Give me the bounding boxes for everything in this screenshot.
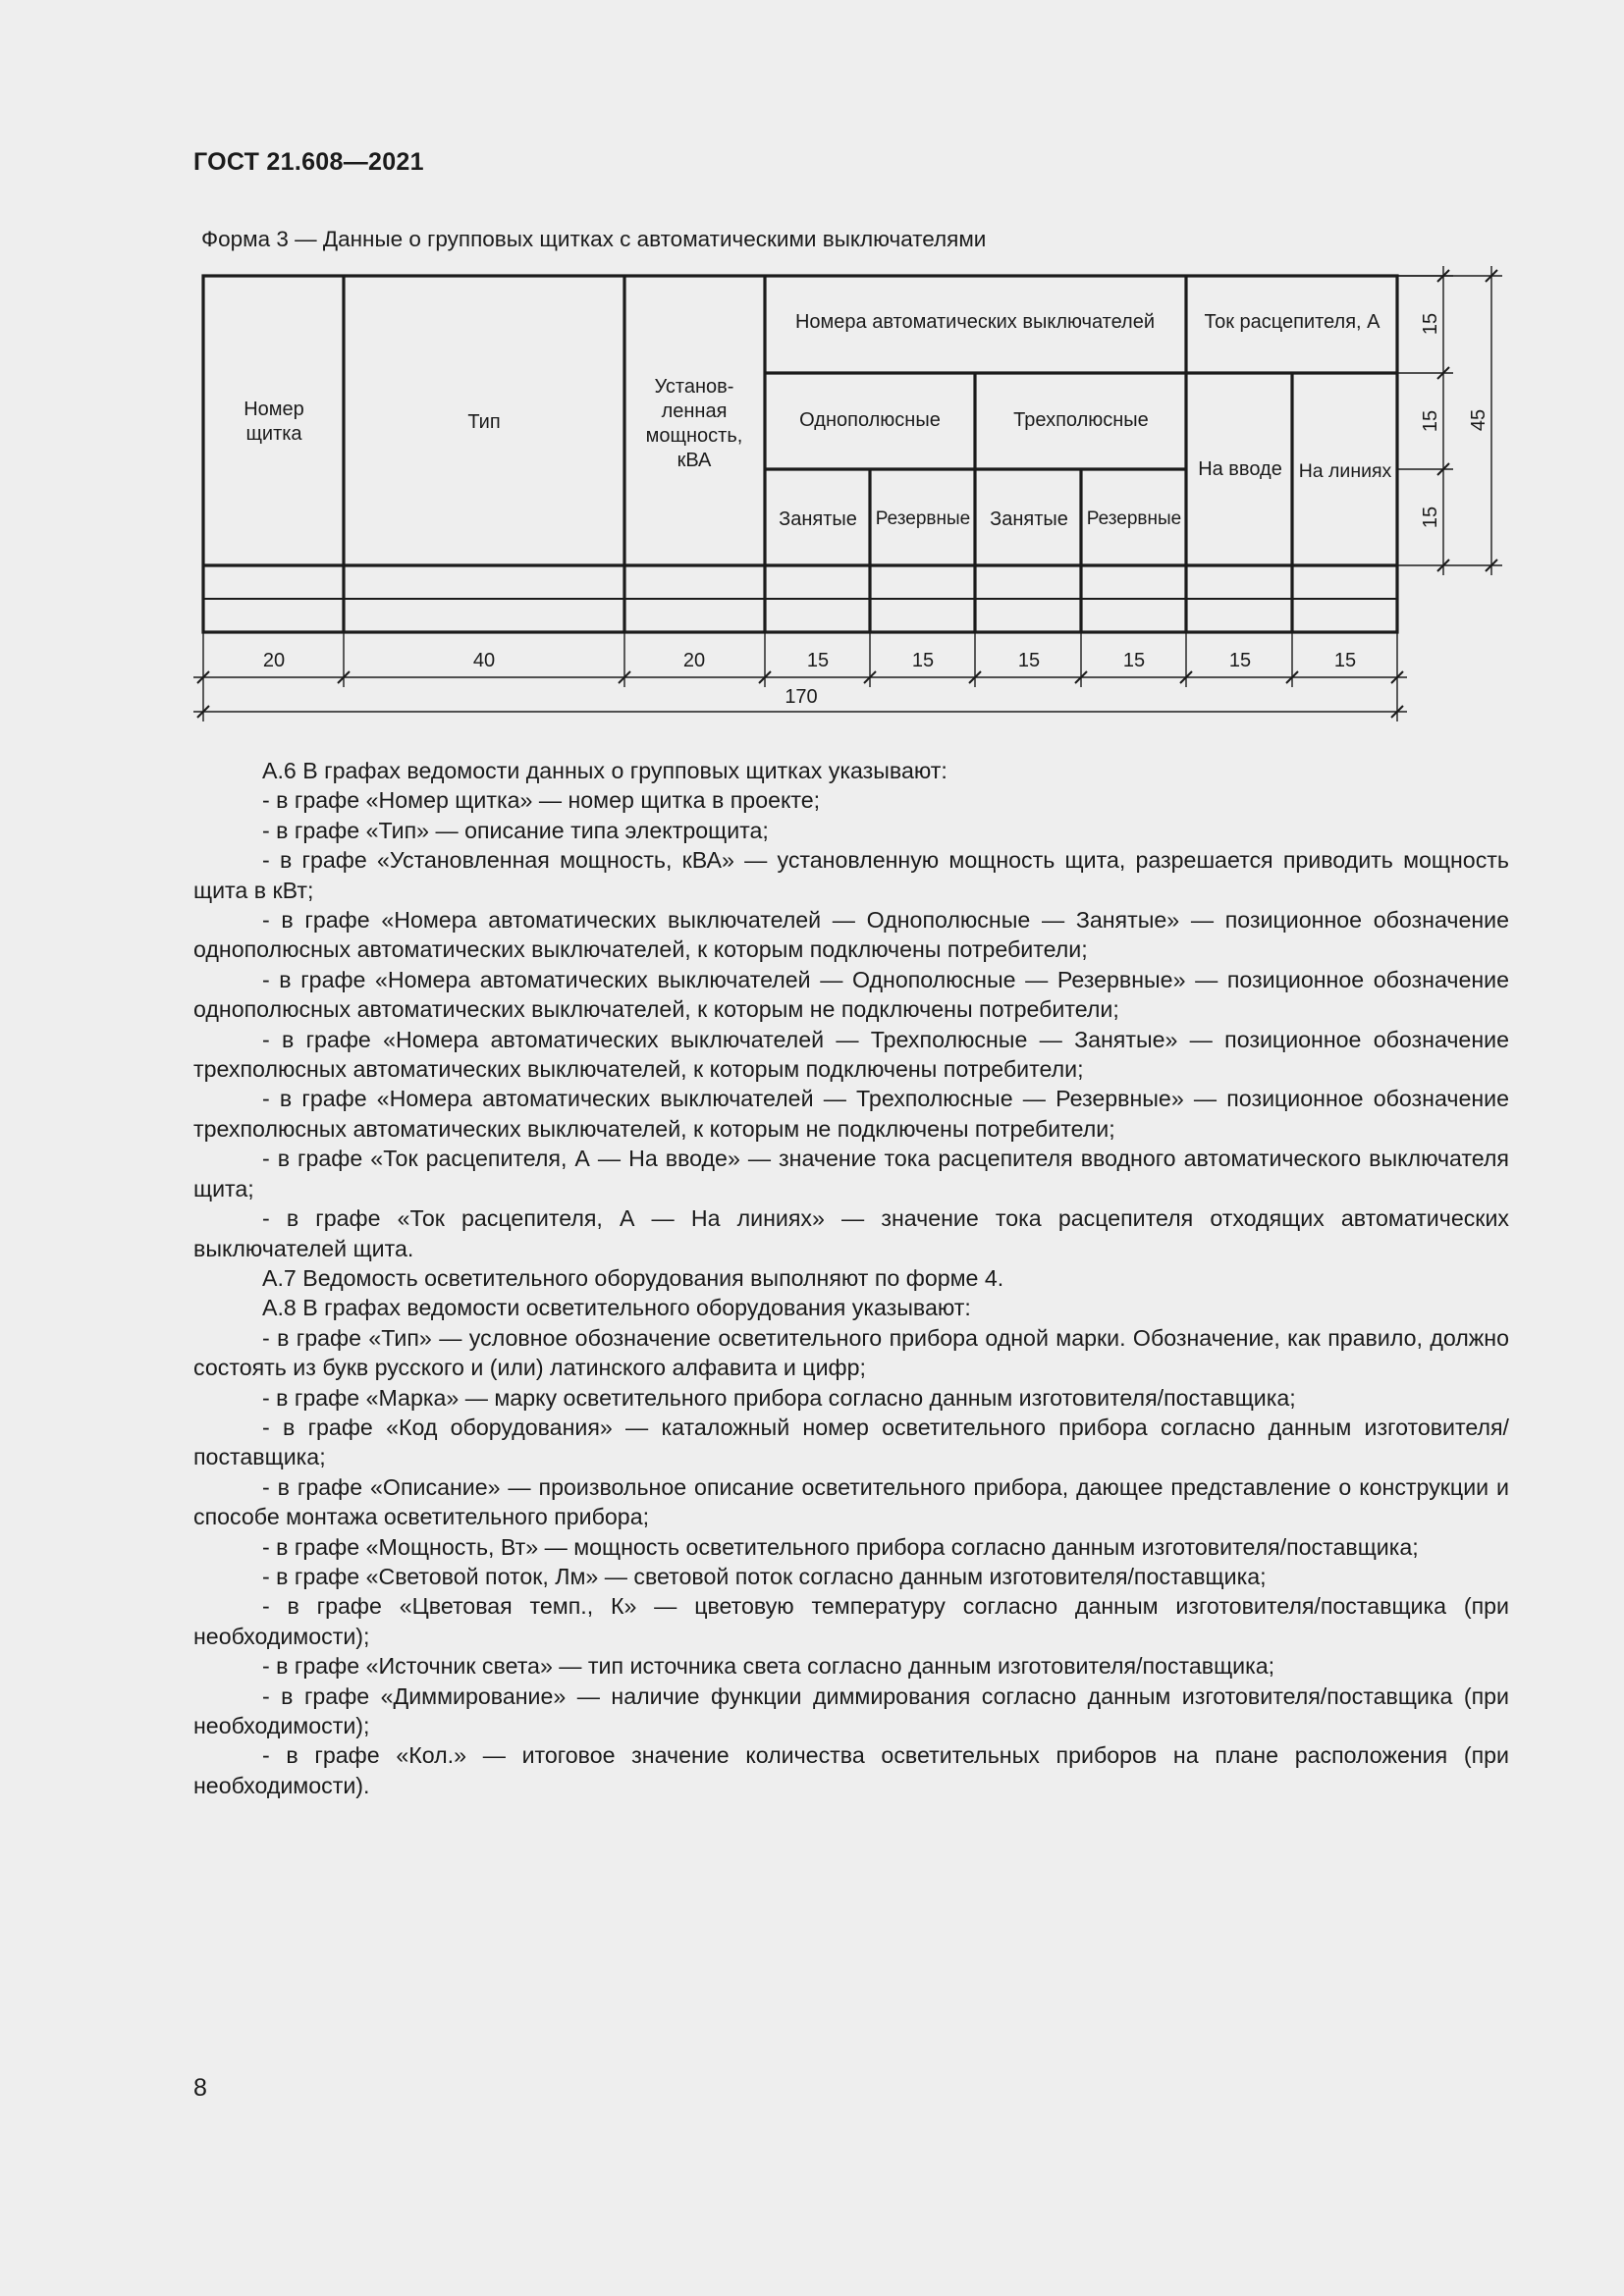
paragraph: - в графе «Код оборудования» — каталожный номер осветительного прибора согласно данным изготовителя/поставщика; bbox=[193, 1414, 1509, 1470]
document-header: ГОСТ 21.608—2021 bbox=[193, 148, 424, 176]
col-power-line2: ленная bbox=[661, 400, 728, 422]
form-title: Форма 3 — Данные о групповых щитках с автоматическими выключателями bbox=[201, 227, 987, 251]
width-label-1: 20 bbox=[262, 650, 286, 671]
paragraph: - в графе «Световой поток, Лм» — световой поток согласно данным изготовителя/поставщика; bbox=[262, 1563, 1267, 1589]
width-label-2: 40 bbox=[472, 650, 496, 671]
width-label-4: 15 bbox=[806, 650, 830, 671]
paragraph: - в графе «Номера автоматических выключателей — Трехполюсные — Резервные» — позиционное обозначение трехполюсных автоматических выключателей, к которым не подключены потребители; bbox=[193, 1086, 1509, 1142]
form-table-drawing bbox=[0, 0, 1624, 746]
width-label-6: 15 bbox=[1017, 650, 1041, 671]
col-on-lines: На линиях bbox=[1298, 460, 1392, 482]
total-width-label: 170 bbox=[785, 686, 818, 708]
height-label-1: 15 bbox=[1420, 312, 1441, 336]
paragraph: - в графе «Номера автоматических выключателей — Однополюсные — Резервные» — позиционное обозначение однополюсных автоматических выключателей, к которым не подключены потребители; bbox=[193, 966, 1509, 1023]
paragraph: - в графе «Кол.» — итоговое значение количества осветительных приборов на плане расположения (при необходимости). bbox=[193, 1742, 1509, 1798]
col-power-line4: кВА bbox=[677, 450, 712, 471]
paragraph: - в графе «Описание» — произвольное описание осветительного прибора, дающее представление о конструкции и способе монтажа осветительного прибора; bbox=[193, 1473, 1509, 1530]
paragraph: - в графе «Источник света» — тип источника света согласно данным изготовителя/поставщика; bbox=[262, 1653, 1275, 1680]
paragraph: - в графе «Номер щитка» — номер щитка в проекте; bbox=[262, 787, 821, 814]
paragraph: - в графе «Номера автоматических выключателей — Однополюсные — Занятые» — позиционное обозначение однополюсных автоматических выключателей, к которым подключены потребители; bbox=[193, 907, 1509, 963]
width-label-8: 15 bbox=[1228, 650, 1252, 671]
col-single-reserve: Резервные bbox=[875, 508, 971, 529]
col-single-pole: Однополюсные bbox=[799, 409, 941, 431]
col-trip-current: Ток расцепителя, А bbox=[1204, 311, 1380, 333]
page-number: 8 bbox=[193, 2074, 207, 2102]
paragraph: - в графе «Ток расцепителя, А — На линиях» — значение тока расцепителя отходящих автоматических выключателей щита. bbox=[193, 1205, 1509, 1261]
height-label-2: 15 bbox=[1420, 409, 1441, 433]
paragraph: - в графе «Тип» — условное обозначение осветительного прибора одной марки. Обозначение, как правило, должно состоять из букв русского и (или) латинского алфавита и цифр; bbox=[193, 1324, 1509, 1381]
col-type: Тип bbox=[467, 411, 501, 433]
height-label-3: 15 bbox=[1420, 506, 1441, 529]
total-height-label: 45 bbox=[1468, 408, 1489, 432]
col-panel-no-line1: Номер bbox=[244, 399, 304, 420]
paragraph: - в графе «Ток расцепителя, А — На вводе» — значение тока расцепителя вводного автоматического выключателя щита; bbox=[193, 1146, 1509, 1201]
col-breaker-numbers: Номера автоматических выключателей bbox=[794, 311, 1156, 333]
paragraph: - в графе «Марка» — марку осветительного прибора согласно данным изготовителя/поставщика; bbox=[262, 1384, 1296, 1411]
col-power-line3: мощность, bbox=[645, 425, 743, 447]
paragraph: А.6 В графах ведомости данных о групповых щитках указывают: bbox=[262, 758, 947, 783]
width-label-5: 15 bbox=[911, 650, 935, 671]
width-label-7: 15 bbox=[1122, 650, 1146, 671]
paragraph: - в графе «Установленная мощность, кВА» — установленную мощность щита, разрешается приводить мощность щита в кВт; bbox=[193, 847, 1509, 903]
col-three-pole: Трехполюсные bbox=[1013, 409, 1149, 431]
col-three-occupied: Занятые bbox=[990, 508, 1068, 530]
paragraph: А.8 В графах ведомости осветительного оборудования указывают: bbox=[262, 1295, 971, 1321]
paragraph: - в графе «Номера автоматических выключателей — Трехполюсные — Занятые» — позиционное обозначение трехполюсных автоматических выключателей, к которым подключены потребители; bbox=[193, 1026, 1509, 1083]
paragraph: - в графе «Тип» — описание типа электрощита; bbox=[262, 817, 769, 843]
paragraph: А.7 Ведомость осветительного оборудования выполняют по форме 4. bbox=[262, 1264, 1004, 1291]
col-panel-no-line2: щитка bbox=[245, 423, 302, 445]
width-label-3: 20 bbox=[682, 650, 706, 671]
col-power-line1: Установ- bbox=[654, 376, 734, 398]
paragraph: - в графе «Диммирование» — наличие функции диммирования согласно данным изготовителя/поставщика (при необходимости); bbox=[193, 1682, 1509, 1738]
paragraph: - в графе «Мощность, Вт» — мощность осветительного прибора согласно данным изготовителя/поставщика; bbox=[262, 1533, 1419, 1560]
col-single-occupied: Занятые bbox=[779, 508, 857, 530]
col-three-reserve: Резервные bbox=[1086, 508, 1182, 529]
col-at-input: На вводе bbox=[1198, 458, 1282, 480]
width-label-9: 15 bbox=[1333, 650, 1357, 671]
paragraph: - в графе «Цветовая темп., К» — цветовую температуру согласно данным изготовителя/поставщика (при необходимости); bbox=[193, 1593, 1509, 1649]
body-text bbox=[193, 756, 1509, 1800]
